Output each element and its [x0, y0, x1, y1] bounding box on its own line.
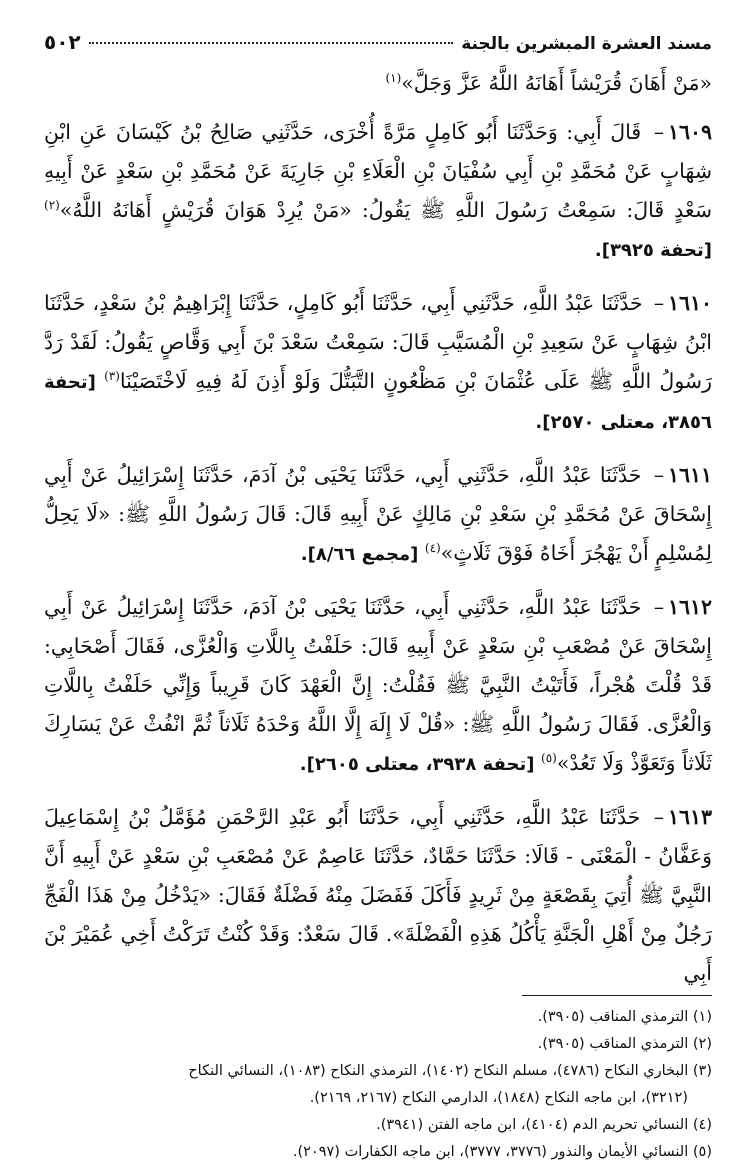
- separator-dash: –: [653, 595, 664, 619]
- footnote: (٣) البخاري النكاح (٤٧٨٦)، مسلم النكاح (١٤٠٢)، الترمذي النكاح (١٠٨٣)، النسائي النكاح: [188, 1063, 712, 1079]
- hadith-number: ١٦١٢: [667, 595, 712, 619]
- hadith-number: ١٦١٠: [667, 291, 712, 315]
- separator-dash: –: [653, 291, 664, 315]
- hadith-number: ١٦١٣: [667, 805, 712, 829]
- footnote: (٤) النسائي تحريم الدم (٤١٠٤)، ابن ماجه الفتن (٣٩٤١).: [376, 1117, 712, 1133]
- hadith-text: قَالَ أَبِي: وَحَدَّثَنَا أَبُو كَامِلٍ مَرَّةً أُخْرَى، حَدَّثَنِي صَالِحُ بْنُ كَيْسَانَ عَنِ ابْنِ شِهَابٍ عَنْ مُحَمَّدِ بْنِ أَبِي سُفْيَانَ بْنِ الْعَلَاءِ بْنِ جَارِيَةَ عَنْ مُحَمَّدِ بْنِ سَعْدٍ عَنْ أَبِيهِ سَعْدٍ قَالَ: سَمِعْتُ رَسُولَ اللَّهِ ﷺ يَقُولُ: «مَنْ يُرِدْ هَوَانَ قُرَيْشٍ أَهَانَهُ اللَّهُ»: [44, 120, 712, 222]
- header-title: مسند العشرة المبشرين بالجنة: [461, 34, 712, 54]
- separator-dash: –: [653, 120, 664, 144]
- footnote: (١) الترمذي المناقب (٣٩٠٥).: [537, 1009, 712, 1025]
- hadith-paragraph: [44, 64, 712, 103]
- footnote-marker: (١): [385, 71, 402, 86]
- hadith-paragraph: [44, 284, 712, 442]
- book-page: [44, 30, 712, 1160]
- running-header: [44, 30, 712, 64]
- header-leader-dots: [89, 42, 454, 44]
- hadith-paragraph: [44, 113, 712, 270]
- footnote: (٥) النسائي الأيمان والنذور (٣٧٧٦، ٣٧٧٧)، ابن ماجه الكفارات (٢٠٩٧).: [292, 1144, 712, 1160]
- footnote: (٢) الترمذي المناقب (٣٩٠٥).: [537, 1036, 712, 1052]
- hadith-text: حَدَّثَنَا عَبْدُ اللَّهِ، حَدَّثَنِي أَبِي، حَدَّثَنَا يَحْيَى بْنُ آدَمَ، حَدَّثَنَا إِسْرَائِيلُ عَنْ أَبِي إِسْحَاقَ عَنْ مُصْعَبِ بْنِ سَعْدٍ عَنْ أَبِيهِ قَالَ: حَلَفْتُ بِاللَّاتِ وَالْعُزَّى، فَقَالَ أَصْحَابِي: قَدْ قُلْتَ هُجْراً، فَأَتَيْتُ النَّبِيَّ ﷺ فَقُلْتُ: إِنَّ الْعَهْدَ كَانَ قَرِيباً وَإِنِّي حَلَفْتُ بِاللَّاتِ وَالْعُزَّى. فَقَالَ رَسُولُ اللَّهِ ﷺ: «قُلْ لَا إِلَهَ إِلَّا اللَّهُ وَحْدَهُ ثَلَاثاً ثُمَّ انْفُثْ عَنْ يَسَارِكَ ثَلَاثاً وَتَعَوَّذْ وَلَا تَعُدْ»: [44, 595, 712, 775]
- source-reference: [تحفة ٣٩٢٥].: [594, 240, 712, 261]
- footnote-continuation: (٣٢١٢)، ابن ماجه النكاح (١٨٤٨)، الدارمي النكاح (٢١٦٧، ٢١٦٩).: [309, 1090, 688, 1106]
- hadith-paragraph: [44, 588, 712, 784]
- source-reference: [تحفة ٣٨٥٦، معتلى ٢٥٧٠].: [44, 372, 712, 433]
- hadith-paragraph: [44, 456, 712, 574]
- hadith-number: ١٦١١: [667, 463, 712, 487]
- footnote-divider: [522, 995, 712, 996]
- hadith-text: حَدَّثَنَا عَبْدُ اللَّهِ، حَدَّثَنِي أَبِي، حَدَّثَنَا يَحْيَى بْنُ آدَمَ، حَدَّثَنَا إِسْرَائِيلُ عَنْ أَبِي إِسْحَاقَ عَنْ مُحَمَّدِ بْنِ سَعْدِ بْنِ مَالِكٍ عَنْ أَبِيهِ قَالَ: قَالَ رَسُولُ اللَّهِ ﷺ: «لَا يَحِلُّ لِمُسْلِمٍ أَنْ يَهْجُرَ أَخَاهُ فَوْقَ ثَلَاثٍ»: [44, 463, 712, 565]
- hadith-text: حَدَّثَنَا عَبْدُ اللَّهِ، حَدَّثَنِي أَبِي، حَدَّثَنَا أَبُو كَامِلٍ، حَدَّثَنَا إِبْرَاهِيمُ بْنُ سَعْدٍ، حَدَّثَنَا ابْنُ شِهَابٍ عَنْ سَعِيدِ بْنِ الْمُسَيَّبِ قَالَ: سَمِعْتُ سَعْدَ بْنَ أَبِي وَقَّاصٍ يَقُولُ: لَقَدْ رَدَّ رَسُولُ اللَّهِ ﷺ عَلَى عُثْمَانَ بْنِ مَظْعُونٍ التَّبَتُّلَ وَلَوْ أَذِنَ لَهُ فِيهِ لَاخْتَصَيْنَا: [44, 291, 712, 393]
- hadith-text: حَدَّثَنَا عَبْدُ اللَّهِ، حَدَّثَنِي أَبِي، حَدَّثَنَا أَبُو عَبْدِ الرَّحْمَنِ مُؤَمَّلُ بْنُ إِسْمَاعِيلَ وَعَفَّانُ - الْمَعْنَى - قَالَا: حَدَّثَنَا حَمَّادٌ، حَدَّثَنَا عَاصِمٌ عَنْ مُصْعَبِ بْنِ سَعْدٍ عَنْ أَبِيهِ أَنَّ النَّبِيَّ ﷺ أُتِيَ بِقَصْعَةٍ مِنْ ثَرِيدٍ فَأَكَلَ فَفَضَلَ مِنْهُ فَضْلَةٌ فَقَالَ: «يَدْخُلُ مِنْ هَذَا الْفَجِّ رَجُلٌ مِنْ أَهْلِ الْجَنَّةِ يَأْكُلُ هَذِهِ الْفَضْلَةَ». قَالَ سَعْدٌ: وَقَدْ كُنْتُ تَرَكْتُ أَخِي عُمَيْرَ بْنَ أَبِي: [44, 805, 712, 985]
- footnote-marker: (٢): [44, 198, 60, 213]
- page-number: ٥٠٢: [44, 30, 81, 54]
- separator-dash: –: [653, 805, 664, 829]
- hadith-number: ١٦٠٩: [667, 120, 712, 144]
- hadith-text: «مَنْ أَهَانَ قُرَيْشاً أَهَانَهُ اللَّهُ عَزَّ وَجَلَّ»: [401, 71, 712, 95]
- source-reference: [مجمع ٨/٦٦].: [300, 544, 419, 565]
- footnotes: [44, 1004, 712, 1166]
- hadith-paragraph: [44, 798, 712, 993]
- separator-dash: –: [653, 463, 664, 487]
- hadith-body: [44, 64, 712, 993]
- source-reference: [تحفة ٣٩٣٨، معتلى ٢٦٠٥].: [299, 754, 535, 775]
- footnote-marker: (٣): [104, 369, 120, 384]
- footnote-marker: (٤): [424, 541, 441, 556]
- footnote-marker: (٥): [541, 751, 557, 766]
